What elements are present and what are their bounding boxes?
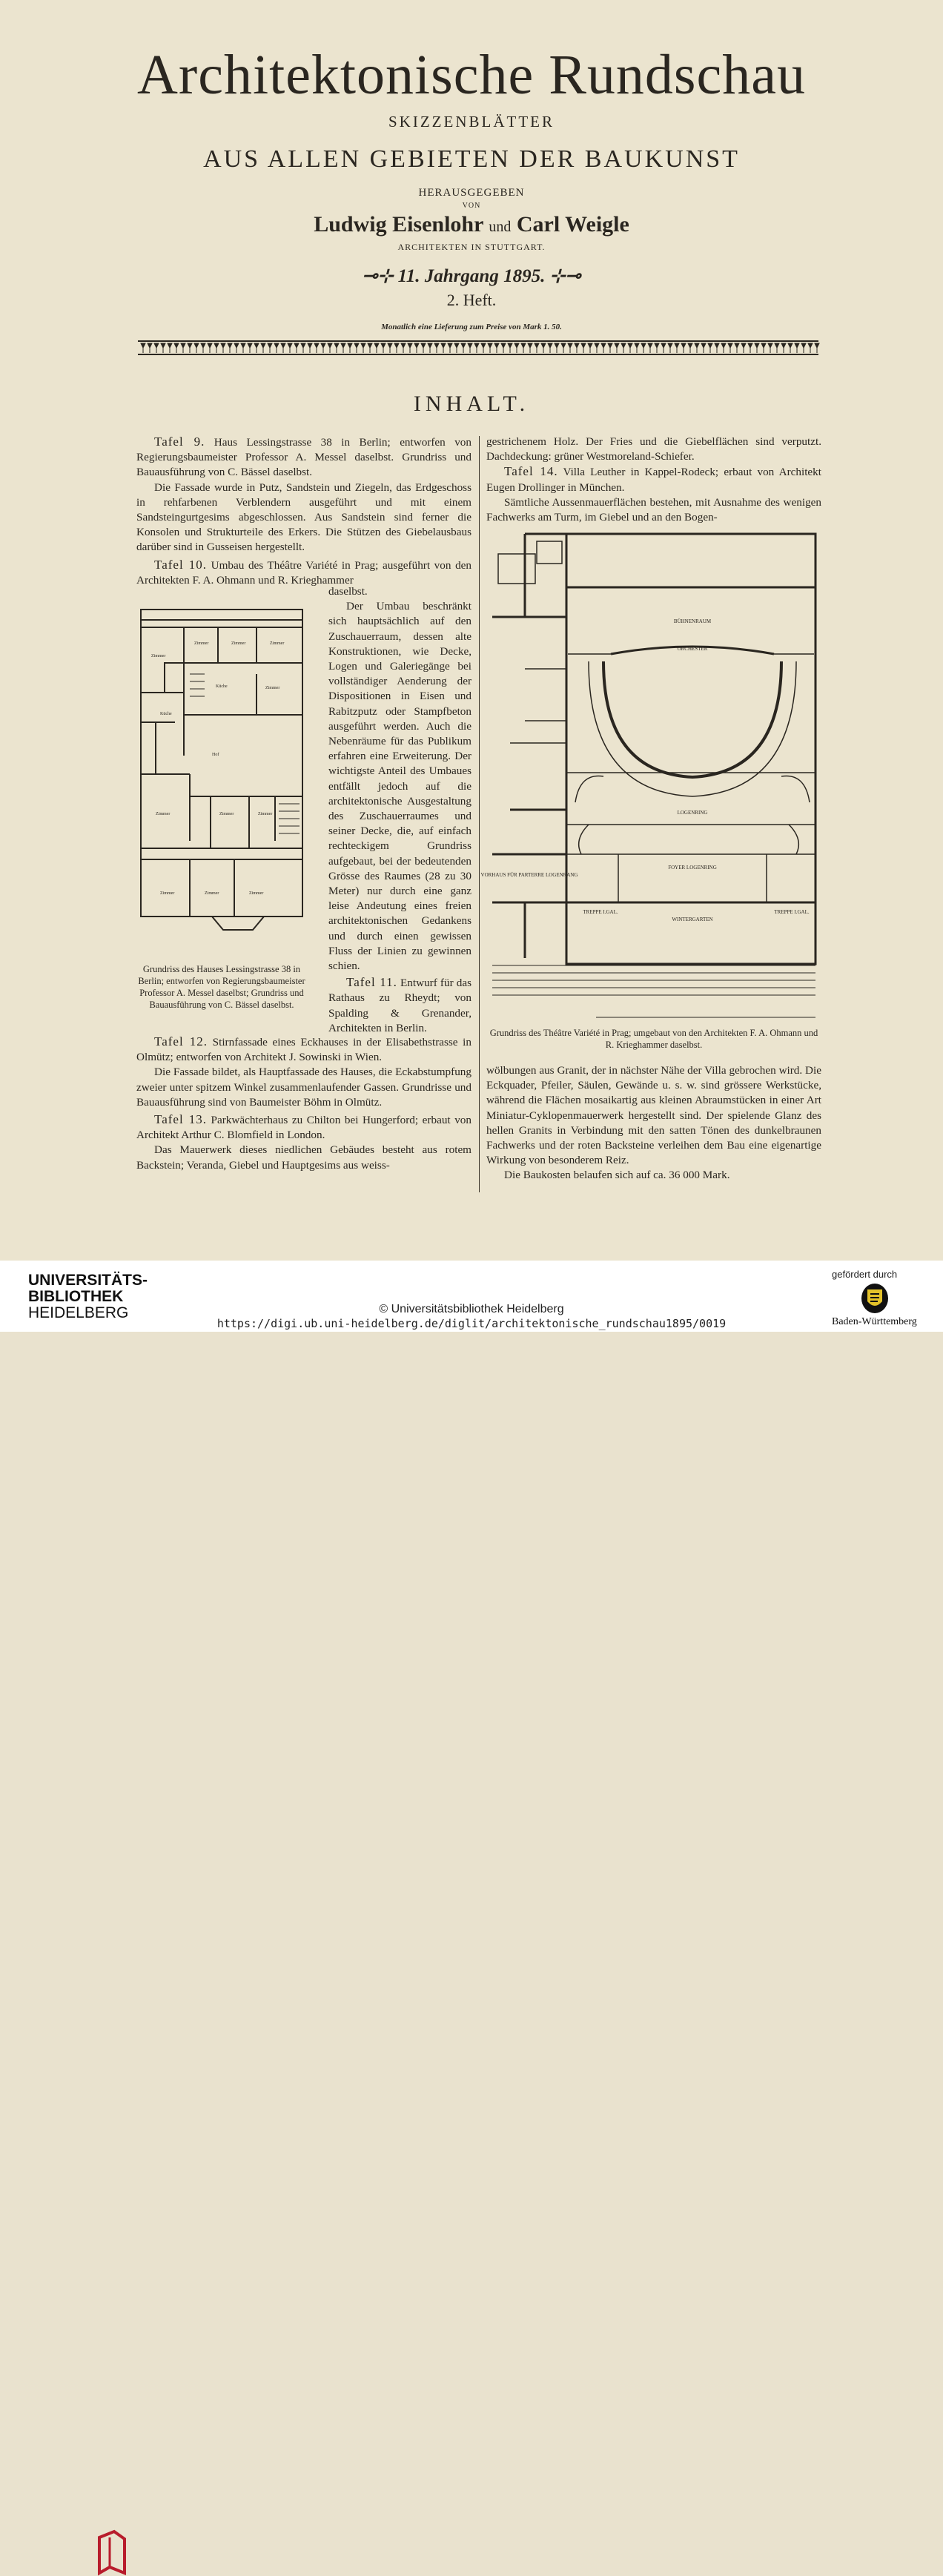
tafel-14-baukosten: Die Baukosten belaufen sich auf ca. 36 000 Mark. [504, 1169, 730, 1182]
left-column-bottom [136, 1034, 472, 1173]
ornament-motif [354, 343, 359, 353]
tafel-14-paragraph: Sämtliche Aussenmauerflächen bestehen, mit Ausnahme des wenigen Fachwerks am Turm, im Giebel und an den Bogen- [486, 495, 821, 524]
ornament-motif [148, 343, 152, 353]
tafel-12-paragraph: Die Fassade bildet, als Hauptfassade des Hauses, die Eckabstumpfung zweier unter spitzem Winkel zusammenlaufender Gassen. Grundrisse und Bauausführung sind von Baumeister Böhm in Olmütz. [136, 1066, 472, 1109]
ornament-motif [668, 343, 672, 353]
ornament-motif [328, 343, 332, 353]
svg-text:Zimmer: Zimmer [160, 891, 175, 896]
svg-text:Zimmer: Zimmer [265, 686, 280, 690]
tafel-13-label: Tafel 13. [154, 1112, 207, 1127]
ornament-motif [581, 343, 586, 353]
ornament-motif [401, 343, 406, 353]
svg-text:Zimmer: Zimmer [258, 812, 273, 816]
ornament-motif [141, 343, 145, 353]
ornament-border [138, 340, 818, 356]
ornament-motif [795, 343, 799, 353]
ornament-motif [681, 343, 686, 353]
ornament-motif [521, 343, 526, 353]
ornament-motif [488, 343, 492, 353]
tafel-10-paragraph: Der Umbau beschränkt sich hauptsächlich auf den Zuschauerraum, dessen alte Konstruktionen, wie Decke, Logen und Galeriegänge bei vollständiger Aenderung der Dispositionen in Eisen und Rabitzputz oder Stampfbeton ausgeführt werden. Auch die Nebenräume für das Publikum erfahren eine Erweiterung. Der wichtigste Anteil des Umbaues entfällt jedoch auf die architektonische Ausgestaltung des Zuschauerraumes und seiner Decke, die, auf einfach rechteckigem Grundriss aufgebaut, bei der bedeutenden Grösse des Raumes (28 zu 30 Meter) nur durch eine ganz leise Andeutung eines freien architektonischen Gedankens und durch einen gewissen Fluss der Linien zu gewinnen schien. [328, 600, 472, 973]
ornament-motif [528, 343, 532, 353]
svg-text:Zimmer: Zimmer [151, 654, 166, 658]
tafel-14-text: Villa Leuther in Kappel-Rodeck; erbaut von Architekt Eugen Drollinger in München. [486, 466, 821, 494]
ornament-motif [708, 343, 712, 353]
svg-text:Zimmer: Zimmer [219, 812, 234, 816]
ornament-motif [214, 343, 219, 353]
ornament-motif [555, 343, 559, 353]
ornament-motif [314, 343, 319, 353]
ornament-motif [181, 343, 185, 353]
tafel-13-text: Parkwächterhaus zu Chilton bei Hungerford; erbaut von Architekt Arthur C. Blomfield in London. [136, 1114, 472, 1142]
column-divider [479, 436, 480, 1192]
caption-lessingstrasse: Grundriss des Hauses Lessingstrasse 38 in Berlin; entworfen von Regierungsbaumeister Professor A. Messel daselbst; Grundriss und Bauausführung von C. Bässel daselbst. [138, 964, 305, 1010]
ornament-motif [721, 343, 726, 353]
ornament-motif [454, 343, 459, 353]
ornament-motif [468, 343, 472, 353]
ornament-motif [508, 343, 512, 353]
ornament-motif [541, 343, 546, 353]
ornament-motif [695, 343, 699, 353]
ornament-motif [188, 343, 192, 353]
svg-text:Zimmer: Zimmer [270, 641, 285, 646]
herausgegeben-label: HERAUSGEGEBEN [418, 187, 525, 199]
left-column-top [136, 435, 472, 588]
plan-label-vorhaus: VORHAUS FÜR PARTERRE LOGENRANG [480, 872, 578, 878]
tafel-10-text: Umbau des Théâtre Variété in Prag; ausgeführt von den Architekten F. A. Ohmann und R. Krieghammer [136, 558, 472, 587]
ornament-motif [768, 343, 772, 353]
ornament-motif [561, 343, 566, 353]
ornament-motif [228, 343, 232, 353]
ornament-motif [635, 343, 639, 353]
source-url[interactable]: https://digi.ub.uni-heidelberg.de/diglit/architektonische_rundschau1895/0019 [216, 1317, 727, 1330]
plan-label-treppe-2: TREPPE I.GAL. [774, 909, 810, 915]
tafel-9-paragraph: Die Fassade wurde in Putz, Sandstein und Ziegeln, das Erdgeschoss in rehfarbenen Verblendern ausgeführt und mit einem Sandsteingurtgesims abgeschlossen. Aus Sandstein sind ferner die Konsolen und Strukturteile des Erkers. Die Stützen des Giebelausbaus darüber sind in Gusseisen hergestellt. [136, 480, 472, 554]
baden-wuerttemberg-crest-icon [860, 1282, 890, 1315]
ornament-motif [601, 343, 606, 353]
svg-text:Zimmer: Zimmer [231, 641, 246, 646]
ornament-motif [775, 343, 779, 353]
ornament-motif [728, 343, 732, 353]
ornament-motif [154, 343, 159, 353]
editors-line [0, 212, 943, 237]
ornament-motif [481, 343, 486, 353]
plan-label-logenring: LOGENRING [677, 810, 708, 816]
heft-line: 2. Heft. [446, 291, 497, 309]
ornament-motif [241, 343, 245, 353]
ornament-motif [688, 343, 692, 353]
document-page [0, 0, 943, 1261]
ornament-motif [374, 343, 379, 353]
ornament-motif [801, 343, 806, 353]
tafel-12-text: Stirnfassade eines Eckhauses in der Elisabethstrasse in Olmütz; entworfen von Architekt J. Sowinski in Wien. [136, 1036, 472, 1064]
plan-label-buehnenraum: BÜHNENRAUM [673, 618, 712, 624]
ornament-motif [615, 343, 619, 353]
ornament-motif [655, 343, 659, 353]
tafel-12-label: Tafel 12. [154, 1034, 208, 1048]
jahrgang-line: ⊸⊹ 11. Jahrgang 1895. ⊹⊸ [362, 266, 581, 286]
ornament-motif [755, 343, 759, 353]
ornament-motif [648, 343, 652, 353]
ornament-motif [268, 343, 272, 353]
ornament-motif [715, 343, 719, 353]
plan-label-foyer: FOYER LOGENRING [668, 865, 717, 871]
ornament-motif [788, 343, 793, 353]
floorplan-lessingstrasse [138, 604, 307, 949]
svg-text:Zimmer: Zimmer [156, 812, 171, 816]
library-logo-icon [95, 2530, 129, 2576]
ornament-motif [595, 343, 599, 353]
price-line: Monatlich eine Lieferung zum Preise von Mark 1. 50. [381, 323, 562, 331]
ornament-motif [588, 343, 592, 353]
editor-1: Ludwig Eisenlohr [314, 212, 483, 237]
ornament-motif [388, 343, 392, 353]
left-narrow-column [328, 584, 472, 1036]
ornament-motif [301, 343, 305, 353]
ornament-motif [448, 343, 452, 353]
svg-text:Zimmer: Zimmer [249, 891, 264, 896]
journal-title: Architektonische Rundschau [137, 44, 806, 106]
ornament-motif [281, 343, 285, 353]
ornament-motif [368, 343, 372, 353]
floorplan-theatre-variete [480, 528, 820, 1023]
ornament-motif [234, 343, 239, 353]
ornament-motif [494, 343, 499, 353]
ornament-motif [568, 343, 572, 353]
ornament-motif [174, 343, 179, 353]
tafel-11-label: Tafel 11. [346, 975, 397, 990]
ornament-motif [808, 343, 813, 353]
ornament-motif [348, 343, 352, 353]
svg-text:Zimmer: Zimmer [205, 891, 219, 896]
ornament-motif [748, 343, 752, 353]
tafel-10-label: Tafel 10. [154, 557, 207, 572]
ornament-motif [628, 343, 632, 353]
ornament-motif [194, 343, 199, 353]
tafel-13-paragraph: Das Mauerwerk dieses niedlichen Gebäudes besteht aus rotem Backstein; Veranda, Giebel und Hauptgesims aus weiss- [136, 1143, 472, 1172]
ornament-motif [408, 343, 412, 353]
svg-text:Küche: Küche [160, 712, 172, 716]
ornament-motif [381, 343, 386, 353]
ornament-motif [321, 343, 325, 353]
ornament-motif [575, 343, 579, 353]
ornament-motif [361, 343, 365, 353]
ornament-motif [261, 343, 265, 353]
ornament-motif [474, 343, 479, 353]
ornament-motif [434, 343, 439, 353]
ornament-motif [815, 343, 819, 353]
caption-theatre: Grundriss des Théâtre Variété in Prag; umgebaut von den Architekten F. A. Ohmann und R. Krieghammer daselbst. [489, 1028, 818, 1050]
right-column-bottom [486, 1063, 821, 1183]
ornament-motif [168, 343, 172, 353]
ornament-motif [761, 343, 766, 353]
ornament-motif [221, 343, 225, 353]
ornament-motif [741, 343, 746, 353]
ornament-motif [421, 343, 426, 353]
ornament-motif [288, 343, 292, 353]
ornament-motif [201, 343, 205, 353]
library-name-line-1: UNIVERSITÄTS- [28, 1272, 148, 1289]
ornament-motif [535, 343, 539, 353]
subtitle-gebiete: AUS ALLEN GEBIETEN DER BAUKUNST [203, 145, 740, 173]
ornament-motif [294, 343, 299, 353]
ornament-motif [514, 343, 519, 353]
ornament-motif [608, 343, 612, 353]
ornament-motif [428, 343, 432, 353]
ornament-motif [254, 343, 259, 353]
inhalt-heading: INHALT. [413, 392, 530, 416]
ornament-motif [274, 343, 279, 353]
plan-label-orchester: ORCHESTER [677, 646, 708, 652]
subtitle-skizzenblaetter: SKIZZENBLÄTTER [388, 113, 555, 131]
ornament-motif [334, 343, 339, 353]
ornament-motif [621, 343, 626, 353]
ornament-motif [461, 343, 466, 353]
library-name-line-2: BIBLIOTHEK [28, 1288, 124, 1305]
ornament-motif [641, 343, 646, 353]
ornament-motif [248, 343, 252, 353]
tafel-14-label: Tafel 14. [504, 464, 558, 479]
und-word: und [489, 219, 512, 235]
ornament-motif [341, 343, 345, 353]
ornament-motif [308, 343, 312, 353]
tafel-14-continuation: wölbungen aus Granit, der in nächster Nähe der Villa gebrochen wird. Die Eckquader, Pfeiler, Säulen, Gewände u. s. w. sind grössere Werkstücke, während die Flächen mosaikartig aus kleinen Abraumstücken in einer Art Miniatur-Cyklopenmauerwerk hergestellt sind. Der spielende Glanz des hellen Granits in Verbindung mit den satten Tönen des dunkelbraunen Fachwerks und der roten Backsteine verleihen dem Bau eine eigenartige Wirkung von besonderem Reiz. [486, 1064, 821, 1167]
ornament-motif [675, 343, 679, 353]
ornament-motif [161, 343, 165, 353]
editor-2: Carl Weigle [516, 212, 629, 237]
ornament-motif [441, 343, 446, 353]
von-label: VON [462, 202, 481, 210]
ornament-motif [661, 343, 666, 353]
plan-label-treppe-1: TREPPE I.GAL. [583, 909, 618, 915]
ornament-motif [208, 343, 212, 353]
plan-label-wintergarten: WINTERGARTEN [672, 917, 713, 922]
svg-text:Küche: Küche [216, 684, 228, 689]
right-column-top [486, 435, 821, 525]
copyright-line: © Universitätsbibliothek Heidelberg [379, 1303, 564, 1315]
svg-text:Zimmer: Zimmer [194, 641, 209, 646]
ornament-motif [701, 343, 706, 353]
ornament-motif [548, 343, 552, 353]
library-name-line-3: HEIDELBERG [28, 1304, 129, 1321]
tafel-10-daselbst: daselbst. [328, 585, 368, 598]
ornament-motif [735, 343, 739, 353]
svg-text:Hof: Hof [212, 753, 219, 757]
tafel-11-text: Entwurf für das Rathaus zu Rheydt; von Spalding & Grenander, Architekten in Berlin. [328, 977, 472, 1034]
gefoerdert-label: gefördert durch [832, 1269, 898, 1280]
continuation-text: gestrichenem Holz. Der Fries und die Giebelflächen sind verputzt. Dachdeckung: grüner Westmoreland-Schiefer. [486, 435, 821, 463]
baden-wuerttemberg-label: Baden-Württemberg [832, 1316, 917, 1327]
architekten-line: ARCHITEKTEN IN STUTTGART. [397, 242, 546, 252]
ornament-motif [501, 343, 506, 353]
tafel-9-label: Tafel 9. [154, 435, 205, 449]
tafel-9-text: Haus Lessingstrasse 38 in Berlin; entworfen von Regierungsbaumeister Professor A. Messel daselbst. Grundriss und Bauausführung von C. Bässel daselbst. [136, 436, 472, 479]
ornament-motif [781, 343, 786, 353]
ornament-motif [394, 343, 399, 353]
ornament-motif [414, 343, 419, 353]
